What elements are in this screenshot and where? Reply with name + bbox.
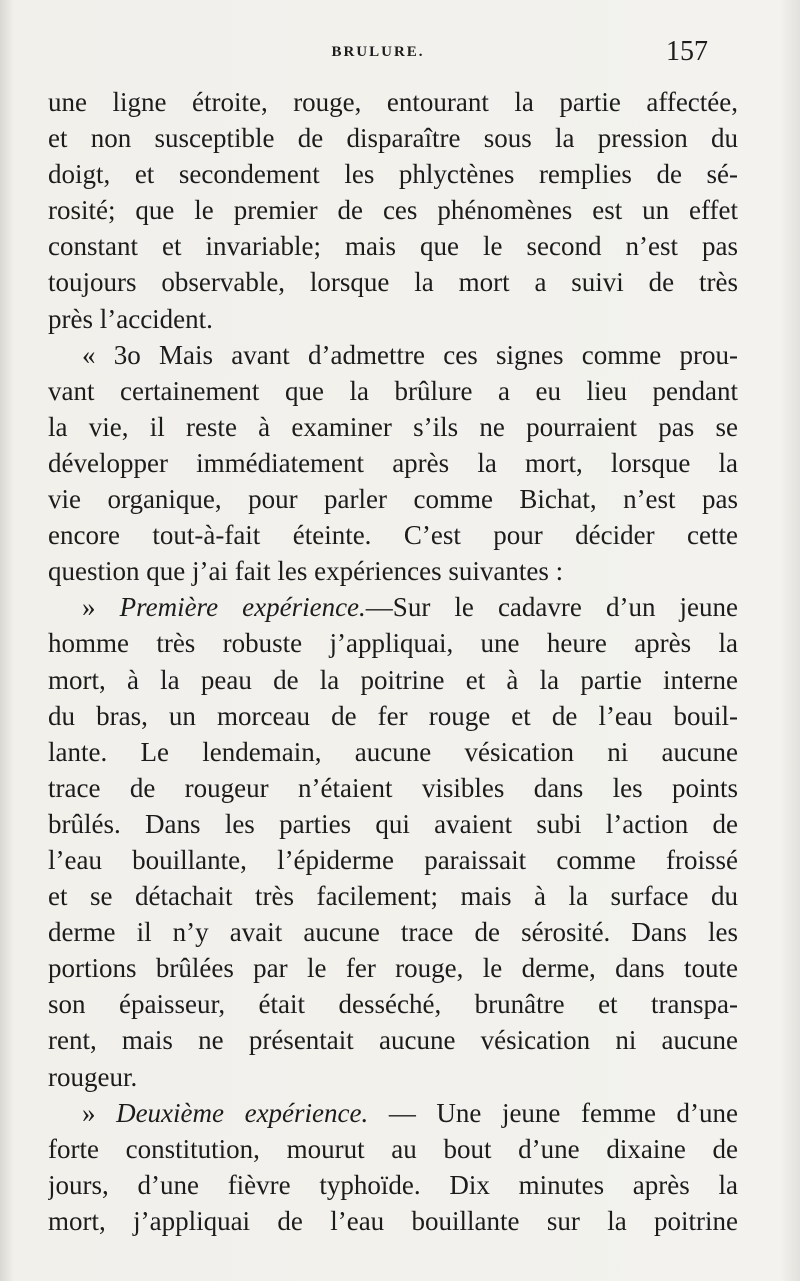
running-title: BRULURE. — [331, 44, 425, 60]
text-line: vie organique, pour parler comme Bichat, n’est pas — [48, 484, 738, 515]
text-line: constant et invariable; mais que le second n’est pas — [48, 231, 738, 262]
page-header — [48, 36, 708, 76]
text-line: lante. Le lendemain, aucune vésication ni aucune — [48, 736, 738, 767]
text-line: et se détachait très facilement; mais à la surface du — [48, 881, 738, 912]
text-line: « 3o Mais avant d’admettre ces signes comme prou- — [82, 339, 738, 370]
text-line: toujours observable, lorsque la mort a suivi de très — [48, 267, 738, 298]
text-line: et non susceptible de disparaître sous la pression du — [48, 123, 738, 154]
text-line: l’eau bouillante, l’épiderme paraissait comme froissé — [48, 844, 738, 875]
experiment-heading-line — [48, 1095, 738, 1131]
body-text — [48, 84, 738, 1239]
text-line: jours, d’une fièvre typhoïde. Dix minutes après la — [48, 1169, 738, 1200]
text-line: question que j’ai fait les expériences suivantes : — [48, 556, 564, 587]
experiment-intro: — Une jeune femme d’une — [368, 1097, 738, 1128]
text-line: développer immédiatement après la mort, lorsque la — [48, 447, 738, 478]
experiment-heading-line — [48, 589, 738, 625]
experiment-title: Première expérience. — [119, 592, 366, 623]
text-line: homme très robuste j’appliquai, une heure après la — [48, 628, 738, 659]
text-line: rosité; que le premier de ces phénomènes est un effet — [48, 195, 738, 226]
text-line: trace de rougeur n’étaient visibles dans les points — [48, 772, 738, 803]
text-line: mort, j’appliquai de l’eau bouillante sur la poitrine — [48, 1205, 738, 1236]
text-line: vant certainement que la brûlure a eu lieu pendant — [48, 375, 738, 406]
text-line: mort, à la peau de la poitrine et à la partie interne — [48, 664, 738, 695]
text-line: rougeur. — [48, 1061, 138, 1092]
text-line: près l’accident. — [48, 303, 213, 334]
text-line: rent, mais ne présentait aucune vésication ni aucune — [48, 1025, 738, 1056]
text-line: brûlés. Dans les parties qui avaient subi l’action de — [48, 808, 738, 839]
quote-marker: » — [82, 1097, 117, 1128]
text-line: la vie, il reste à examiner s’ils ne pourraient pas se — [48, 411, 738, 442]
page-number: 157 — [666, 36, 708, 67]
experiment-title: Deuxième expérience. — [116, 1097, 369, 1128]
text-line: son épaisseur, était desséché, brunâtre et transpa- — [48, 989, 738, 1020]
text-line: derme il n’y avait aucune trace de sérosité. Dans les — [48, 917, 738, 948]
text-line: doigt, et secondement les phlyctènes remplies de sé- — [48, 159, 738, 190]
text-line: encore tout-à-fait éteinte. C’est pour décider cette — [48, 520, 738, 551]
text-line: portions brûlées par le fer rouge, le derme, dans toute — [48, 953, 738, 984]
quote-marker: » — [82, 592, 120, 623]
text-line: une ligne étroite, rouge, entourant la partie affectée, — [48, 87, 738, 117]
text-line: du bras, un morceau de fer rouge et de l’eau bouil- — [48, 700, 738, 731]
experiment-intro: —Sur le cadavre d’un jeune — [365, 592, 738, 623]
text-line: forte constitution, mourut au bout d’une dixaine de — [48, 1133, 738, 1164]
